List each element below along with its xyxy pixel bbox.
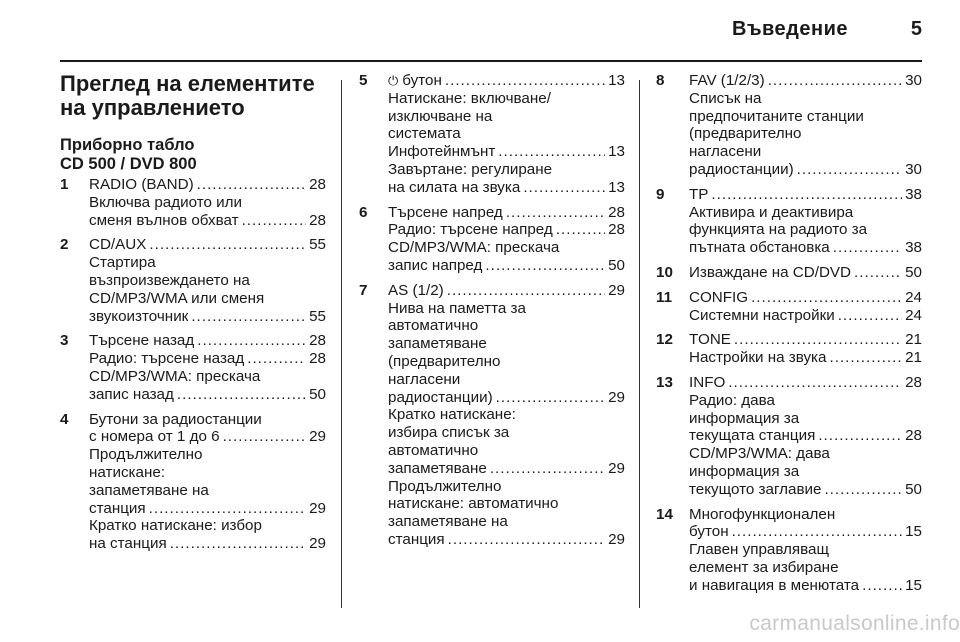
page-reference: 24	[905, 288, 922, 306]
page-reference: 21	[905, 331, 922, 349]
page-reference: 13	[608, 143, 625, 161]
page-number: 5	[910, 18, 922, 40]
column-3	[656, 72, 922, 602]
entry-text: функцията на радиото за	[689, 221, 868, 239]
entry-text: CD/MP3/WMA: дава	[689, 445, 830, 463]
leader-dots	[445, 72, 605, 90]
entry-line-with-page	[89, 236, 326, 254]
leader-dots	[768, 72, 902, 90]
entry-line-with-page	[388, 531, 625, 549]
entry-line-with-page	[689, 349, 922, 367]
page-reference: 21	[905, 349, 922, 367]
control-entry	[359, 204, 625, 275]
entry-line-with-page	[689, 264, 922, 282]
entry-text: CD/AUX	[89, 236, 147, 254]
entry-text: възпроизвеждането на	[89, 271, 250, 289]
control-number: 3	[60, 332, 69, 350]
entry-line-with-page	[388, 204, 625, 222]
entry-text: FAV (1/2/3)	[689, 72, 765, 89]
control-number: 7	[359, 281, 368, 299]
entry-text: информация за	[689, 409, 800, 427]
entry-text: нагласени	[388, 370, 461, 388]
page-reference: 29	[309, 499, 326, 517]
entry-text: AS (1/2)	[388, 281, 444, 299]
page-reference: 29	[608, 388, 625, 406]
entry-line-with-page	[388, 72, 625, 90]
leader-dots	[498, 143, 605, 161]
entry-line-with-page	[689, 481, 922, 499]
control-number: 14	[656, 505, 673, 523]
entry-text: (предварително	[689, 125, 802, 143]
entry-text: Кратко натискане: избор	[89, 517, 262, 535]
control-number: 4	[60, 410, 69, 428]
entry-line-with-page	[89, 535, 326, 553]
entry-text: Многофункционален	[689, 505, 836, 523]
control-entry	[60, 236, 326, 325]
entry-line-with-page	[89, 176, 326, 194]
page-reference: 38	[905, 239, 922, 257]
entry-line-with-page	[689, 72, 922, 90]
entry-text: Търсене назад	[89, 332, 195, 350]
section-title-line: на управлението	[60, 95, 245, 120]
entry-text: Търсене напред	[388, 203, 503, 221]
page-reference: 28	[608, 203, 625, 221]
control-entry	[60, 411, 326, 553]
subsection-title-line: CD 500 / DVD 800	[60, 155, 197, 173]
leader-dots	[149, 500, 306, 518]
column-2	[359, 72, 625, 556]
page-reference: 24	[905, 306, 922, 324]
entry-line-with-page	[689, 523, 922, 541]
entry-text: информация за	[689, 462, 800, 480]
section-title-line: Преглед на елементите	[60, 71, 315, 96]
entry-text: елемент за избиране	[689, 558, 839, 576]
page-reference: 55	[309, 236, 326, 254]
entry-line-with-page	[89, 308, 326, 326]
entry-text: запис назад	[89, 385, 174, 403]
control-entry	[656, 72, 922, 179]
leader-dots	[556, 221, 605, 239]
leader-dots	[797, 161, 902, 179]
page-reference: 28	[309, 350, 326, 368]
page-reference: 29	[608, 459, 625, 477]
entry-line-with-page	[388, 282, 625, 300]
entry-text: радиостанции)	[388, 388, 493, 406]
entry-text: избира списък за	[388, 424, 510, 442]
control-number: 9	[656, 185, 665, 203]
entry-text: CONFIG	[689, 288, 749, 306]
page-reference: 30	[905, 72, 922, 89]
control-entry	[656, 506, 922, 595]
leader-dots	[818, 427, 902, 445]
entry-text: изключване на	[388, 107, 493, 125]
control-entry	[359, 282, 625, 549]
page-reference: 28	[309, 332, 326, 350]
entry-text: текущото заглавие	[689, 480, 822, 498]
entry-text: Активира и деактивира	[689, 203, 854, 221]
leader-dots	[448, 531, 605, 549]
header-rule	[60, 60, 922, 62]
control-number: 1	[60, 176, 69, 193]
control-entry	[656, 289, 922, 325]
leader-dots	[829, 349, 902, 367]
page-reference: 13	[608, 72, 625, 89]
page-reference: 29	[608, 281, 625, 299]
entry-text: запаметяване	[388, 459, 487, 477]
entry-text: CD/MP3/WMA или сменя	[89, 289, 265, 307]
power-icon: ⏻	[388, 73, 399, 88]
control-number: 8	[656, 72, 665, 89]
control-number: 6	[359, 203, 368, 221]
leader-dots	[197, 332, 306, 350]
entry-text: натискане: автоматично	[388, 495, 559, 513]
entry-text: TONE	[689, 331, 731, 349]
leader-dots	[824, 481, 902, 499]
leader-dots	[732, 523, 903, 541]
entry-text: запаметяване на	[388, 513, 508, 531]
entry-text: автоматично	[388, 441, 479, 459]
page-reference: 15	[905, 576, 922, 594]
control-entry	[60, 176, 326, 229]
control-number: 10	[656, 263, 673, 281]
page-reference: 38	[905, 185, 922, 203]
entry-text: бутон	[402, 72, 442, 89]
entry-line-with-page	[689, 239, 922, 257]
entry-text: CD/MP3/WMA: прескача	[89, 367, 261, 385]
entry-line-with-page	[689, 331, 922, 349]
control-number: 11	[656, 288, 673, 306]
chapter-title: Въведение	[732, 18, 848, 40]
page-reference: 50	[608, 256, 625, 274]
page-header	[60, 0, 922, 62]
column-3-entries	[656, 72, 922, 595]
column-divider-2	[639, 80, 640, 608]
column-1	[60, 72, 326, 560]
control-entry	[359, 72, 625, 197]
entry-line-with-page	[388, 389, 625, 407]
entry-text: запаметяване на	[89, 481, 209, 499]
control-number: 13	[656, 373, 673, 391]
page-reference: 28	[309, 176, 326, 193]
entry-line-with-page	[689, 374, 922, 392]
column-divider-1	[341, 80, 342, 608]
leader-dots	[711, 186, 902, 204]
control-entry	[656, 331, 922, 367]
page-reference: 29	[309, 535, 326, 553]
entry-text: сменя вълнов обхват	[89, 211, 239, 229]
entry-text: Натискане: включване/	[388, 89, 551, 107]
leader-dots	[490, 460, 605, 478]
entry-text: Бутони за радиостанции	[89, 410, 262, 428]
control-entry	[656, 374, 922, 499]
column-1-entries	[60, 176, 326, 553]
leader-dots	[191, 308, 306, 326]
page-reference: 28	[905, 373, 922, 391]
entry-text: бутон	[689, 523, 729, 541]
entry-line-with-page	[388, 179, 625, 197]
entry-text: Включва радиото или	[89, 193, 242, 211]
page-reference: 50	[309, 385, 326, 403]
entry-text: INFO	[689, 373, 726, 391]
control-number: 5	[359, 72, 368, 89]
entry-line-with-page	[689, 577, 922, 595]
entry-text: Стартира	[89, 254, 156, 272]
entry-text: натискане:	[89, 463, 166, 481]
entry-text: с номера от 1 до 6	[89, 428, 220, 446]
page-reference: 28	[905, 427, 922, 445]
entry-line-with-page	[89, 386, 326, 404]
entry-line-with-page	[89, 350, 326, 368]
leader-dots	[523, 179, 605, 197]
entry-line-with-page	[689, 289, 922, 307]
entry-text: Радио: търсене напред	[388, 221, 553, 239]
entry-text: Системни настройки	[689, 306, 835, 324]
entry-text: нагласени	[689, 143, 762, 161]
leader-dots	[734, 331, 902, 349]
entry-text: Нива на паметта за	[388, 299, 526, 317]
leader-dots	[854, 264, 902, 282]
subsection-title	[60, 136, 326, 174]
page-reference: 50	[905, 480, 922, 498]
entry-text: Кратко натискане:	[388, 406, 516, 424]
entry-text: на силата на звука	[388, 178, 521, 196]
entry-line-with-page	[388, 221, 625, 239]
page-reference: 30	[905, 160, 922, 178]
entry-text: текущата станция	[689, 427, 816, 445]
leader-dots	[728, 374, 902, 392]
page-reference: 15	[905, 523, 922, 541]
entry-text: автоматично	[388, 317, 479, 335]
leader-dots	[485, 257, 605, 275]
entry-text: Продължително	[89, 446, 203, 464]
leader-dots	[496, 389, 605, 407]
entry-text: CD/MP3/WMA: прескача	[388, 239, 560, 257]
entry-text: (предварително	[388, 352, 501, 370]
control-entry	[656, 264, 922, 282]
entry-text: запаметяване	[388, 335, 487, 353]
leader-dots	[833, 239, 902, 257]
entry-text: TP	[689, 185, 709, 203]
section-title	[60, 72, 326, 120]
leader-dots	[177, 386, 306, 404]
entry-text: станция	[388, 530, 445, 548]
page-reference: 28	[309, 211, 326, 229]
column-2-entries	[359, 72, 625, 549]
entry-line-with-page	[689, 427, 922, 445]
leader-dots	[242, 212, 307, 230]
entry-text: Продължително	[388, 477, 502, 495]
leader-dots	[170, 535, 306, 553]
leader-dots	[149, 236, 306, 254]
entry-text: на станция	[89, 535, 167, 553]
entry-line-with-page	[689, 186, 922, 204]
control-entry	[60, 332, 326, 403]
page-reference: 28	[608, 221, 625, 239]
entry-text: звукоизточник	[89, 307, 189, 325]
page-reference: 29	[608, 530, 625, 548]
entry-text: пътната обстановка	[689, 239, 830, 257]
entry-text: запис напред	[388, 256, 483, 274]
page-reference: 55	[309, 307, 326, 325]
leader-dots	[506, 204, 605, 222]
entry-line-with-page	[388, 257, 625, 275]
entry-line-with-page	[689, 161, 922, 179]
page-reference: 13	[608, 178, 625, 196]
entry-line-with-page	[89, 428, 326, 446]
entry-text: Настройки на звука	[689, 349, 827, 367]
entry-text: RADIO (BAND)	[89, 176, 194, 193]
entry-line-with-page	[388, 143, 625, 161]
entry-text: Инфотейнмънт	[388, 143, 496, 161]
control-number: 12	[656, 331, 673, 349]
entry-text: Радио: търсене назад	[89, 350, 245, 368]
page-reference: 50	[905, 263, 922, 281]
entry-text: Радио: дава	[689, 391, 775, 409]
entry-text: радиостанции)	[689, 160, 794, 178]
watermark: carmanualsonline.info	[749, 612, 960, 635]
entry-text: предпочитаните станции	[689, 107, 864, 125]
entry-line-with-page	[89, 500, 326, 518]
entry-text: Списък на	[689, 89, 762, 107]
entry-text: системата	[388, 125, 461, 143]
leader-dots	[247, 350, 306, 368]
leader-dots	[197, 176, 306, 194]
entry-line-with-page	[89, 332, 326, 350]
subsection-title-line: Приборно табло	[60, 136, 195, 154]
leader-dots	[862, 577, 902, 595]
entry-line-with-page	[689, 307, 922, 325]
entry-text: Главен управляващ	[689, 541, 829, 559]
leader-dots	[223, 428, 307, 446]
entry-text: и навигация в менютата	[689, 576, 860, 594]
page-reference: 29	[309, 428, 326, 446]
entry-line-with-page	[89, 212, 326, 230]
leader-dots	[838, 307, 902, 325]
control-number: 2	[60, 236, 69, 254]
entry-text: станция	[89, 499, 146, 517]
entry-line-with-page	[388, 460, 625, 478]
entry-text: Завъртане: регулиране	[388, 160, 553, 178]
control-entry	[656, 186, 922, 257]
leader-dots	[447, 282, 605, 300]
entry-text: Изваждане на CD/DVD	[689, 263, 852, 281]
leader-dots	[751, 289, 902, 307]
